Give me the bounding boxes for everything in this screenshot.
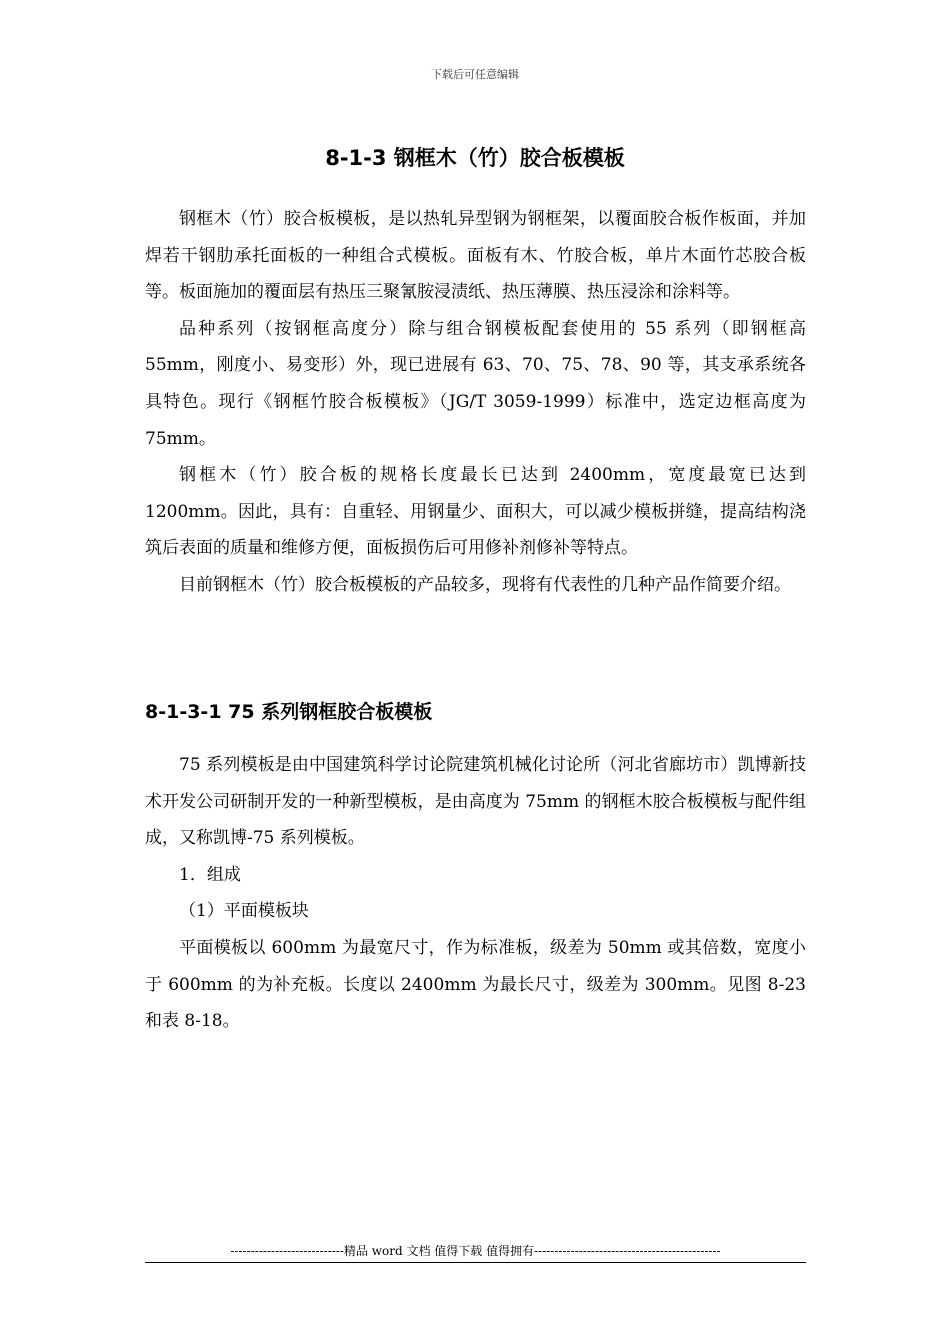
- paragraph: 目前钢框木（竹）胶合板模板的产品较多，现将有代表性的几种产品作简要介绍。: [179, 574, 791, 595]
- section-body: [145, 747, 806, 1040]
- footer-divider: [145, 1262, 806, 1263]
- paragraph: 75 系列模板是由中国建筑科学讨论院建筑机械化讨论所（河北省廊坊市）凯博新技术开发公司研制开发的一种新型模板，是由高度为 75mm 的钢框木胶合板模板与配件组成，又称凯博-75 系列模板。: [145, 755, 806, 849]
- list-heading: 1．组成: [179, 864, 241, 885]
- document-title: 8-1-3 钢框木（竹）胶合板模板: [325, 146, 625, 170]
- paragraph: 钢框木（竹）胶合板的规格长度最长已达到 2400mm，宽度最宽已达到 1200mm。因此，具有：自重轻、用钢量少、面积大，可以减少模板拼缝，提高结构浇筑后表面的质量和维修方便，面板损伤后可用修补剂修补等特点。: [145, 465, 806, 559]
- paragraph: 平面模板以 600mm 为最宽尺寸，作为标准板，级差为 50mm 或其倍数，宽度小于 600mm 的为补充板。长度以 2400mm 为最长尺寸，级差为 300mm。见图 8-23 和表 8-18。: [145, 937, 806, 1032]
- sub-heading: （1）平面模板块: [179, 901, 309, 922]
- intro-section: [145, 201, 806, 604]
- paragraph: 品种系列（按钢框高度分）除与组合钢模板配套使用的 55 系列（即钢框高 55mm，刚度小、易变形）外，现已进展有 63、70、75、78、90 等，其支承系统各具特色。现行《钢框竹胶合板模板》（JG/T 3059-1999）标准中，选定边框高度为 75mm。: [145, 318, 806, 449]
- paragraph: 钢框木（竹）胶合板模板，是以热轧异型钢为钢框架，以覆面胶合板作板面，并加焊若干钢肋承托面板的一种组合式模板。面板有木、竹胶合板，单片木面竹芯胶合板等。板面施加的覆面层有热压三聚氰胺浸渍纸、热压薄膜、热压浸涂和涂料等。: [145, 209, 806, 303]
- header-note: 下载后可任意编辑: [431, 68, 519, 81]
- footer-text: ----------------------------精品 word 文档 值得下载 值得拥有----------------------------------------------: [230, 1244, 721, 1258]
- section-heading: 8-1-3-1 75 系列钢框胶合板模板: [145, 701, 433, 723]
